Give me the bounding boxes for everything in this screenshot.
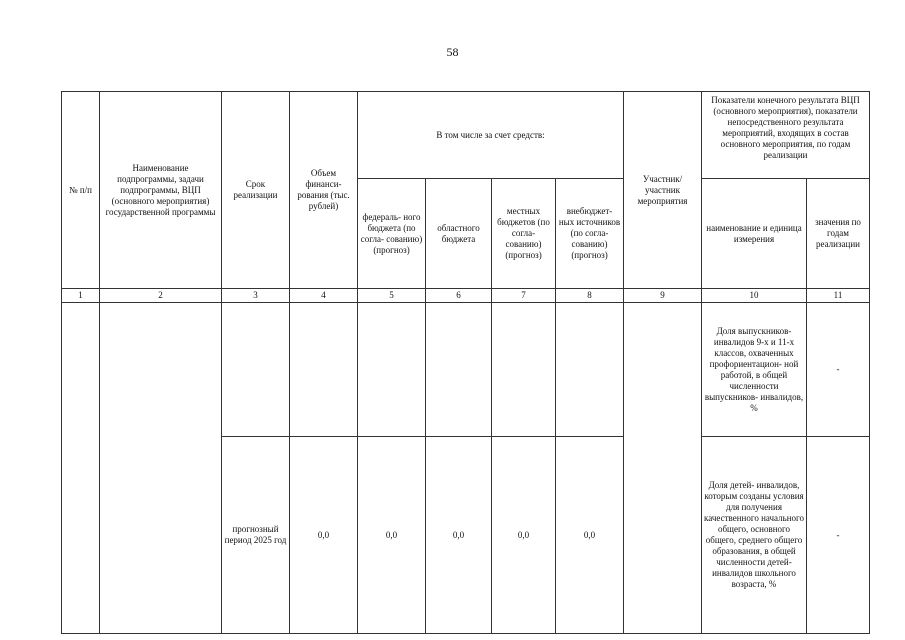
header-group-indicators: Показатели конечного результата ВЦП (основного мероприятия), показатели непосредственного результата мероприятий, входящих в состав основного мероприятия, по годам реализации xyxy=(702,92,870,179)
column-number: 3 xyxy=(222,289,290,303)
indicator-name-cell: Доля выпускников- инвалидов 9-х и 11-х классов, охваченных профориентацион- ной работой, в общей численности выпускников- инвалидов, % xyxy=(702,303,807,437)
period-cell xyxy=(222,303,290,437)
header-col-indicator-values: значения по годам реализации xyxy=(807,179,870,289)
period-cell: прогнозный период 2025 год xyxy=(222,437,290,634)
header-col-local: местных бюджетов (по согла- сованию) (прогноз) xyxy=(492,179,556,289)
header-col-extrabudget: внебюджет- ных источников (по согла- сованию) (прогноз) xyxy=(556,179,624,289)
header-row-1 xyxy=(62,92,870,179)
regional-cell: 0,0 xyxy=(426,437,492,634)
header-col-period: Срок реализации xyxy=(222,92,290,289)
row-name-cell xyxy=(100,303,222,634)
volume-cell: 0,0 xyxy=(290,437,358,634)
header-col-volume: Объем финанси- рования (тыс. рублей) xyxy=(290,92,358,289)
table-row xyxy=(62,303,870,437)
column-number-row xyxy=(62,289,870,303)
indicator-value-cell: - xyxy=(807,303,870,437)
local-cell xyxy=(492,303,556,437)
program-table xyxy=(61,91,870,634)
column-number: 11 xyxy=(807,289,870,303)
header-col-number: № п/п xyxy=(62,92,100,289)
extrabudget-cell: 0,0 xyxy=(556,437,624,634)
column-number: 8 xyxy=(556,289,624,303)
federal-cell xyxy=(358,303,426,437)
header-col-participant: Участник/ участник мероприятия xyxy=(624,92,702,289)
header-col-name: Наименование подпрограммы, задачи подпрограммы, ВЦП (основного мероприятия) государственной программы xyxy=(100,92,222,289)
participant-cell xyxy=(624,303,702,634)
column-number: 10 xyxy=(702,289,807,303)
column-number: 2 xyxy=(100,289,222,303)
federal-cell: 0,0 xyxy=(358,437,426,634)
header-group-funding: В том числе за счет средств: xyxy=(358,92,624,179)
header-col-regional: областного бюджета xyxy=(426,179,492,289)
column-number: 6 xyxy=(426,289,492,303)
indicator-value-cell: - xyxy=(807,437,870,634)
local-cell: 0,0 xyxy=(492,437,556,634)
extrabudget-cell xyxy=(556,303,624,437)
volume-cell xyxy=(290,303,358,437)
header-col-federal: федераль- ного бюджета (по согла- сованию) (прогноз) xyxy=(358,179,426,289)
column-number: 4 xyxy=(290,289,358,303)
header-col-indicator-name: наименование и единица измерения xyxy=(702,179,807,289)
column-number: 5 xyxy=(358,289,426,303)
row-number-cell xyxy=(62,303,100,634)
indicator-name-cell: Доля детей- инвалидов, которым созданы условия для получения качественного начального общего, основного общего, среднего общего образования, в общей численности детей-инвалидов школьного возраста, % xyxy=(702,437,807,634)
page-number: 58 xyxy=(446,45,459,59)
column-number: 7 xyxy=(492,289,556,303)
column-number: 9 xyxy=(624,289,702,303)
column-number: 1 xyxy=(62,289,100,303)
regional-cell xyxy=(426,303,492,437)
